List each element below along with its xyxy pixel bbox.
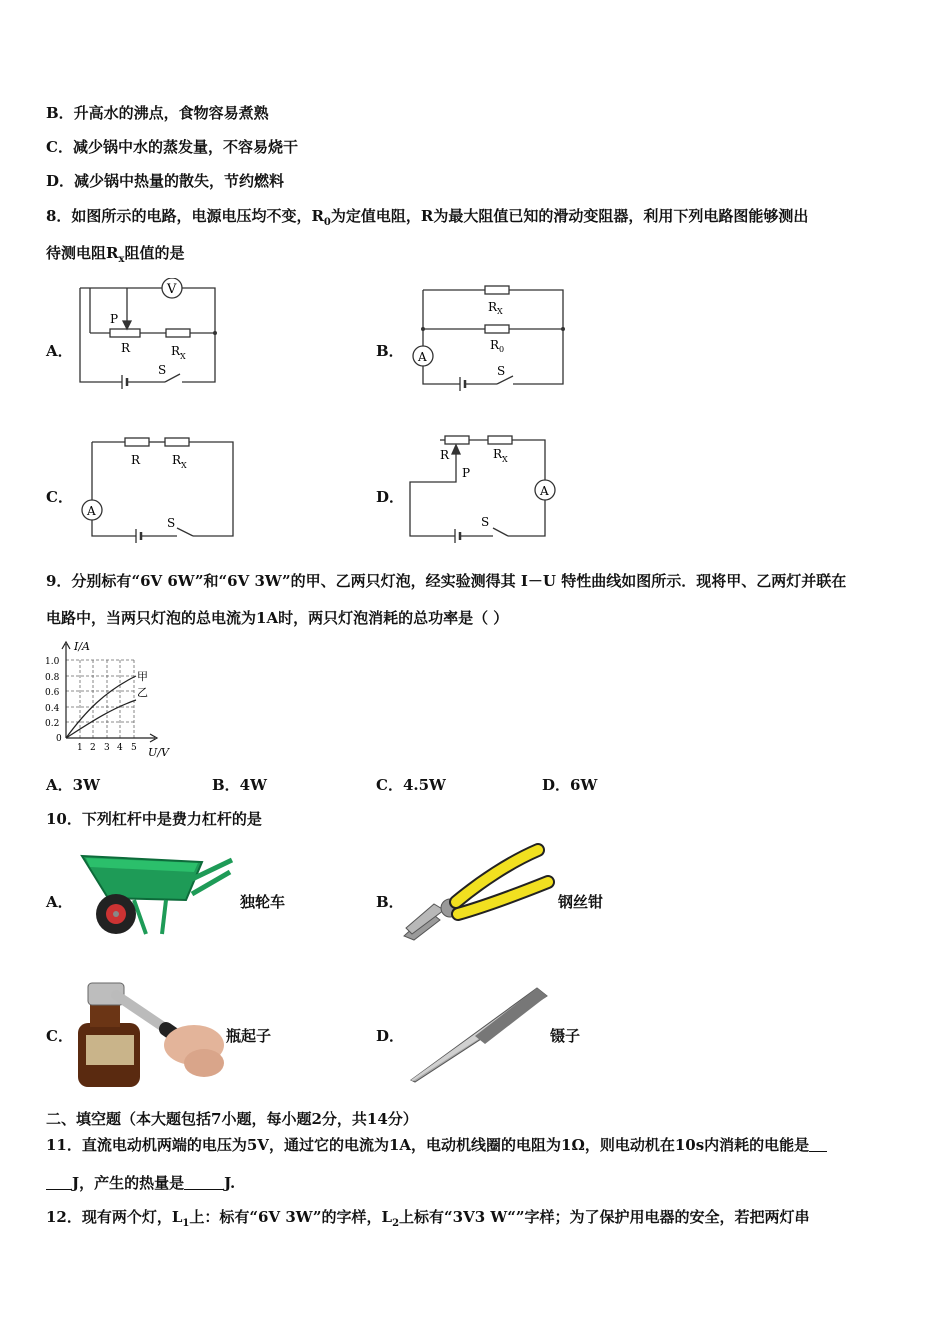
q7-option-d: D．减少锅中热量的散失，节约燃料 <box>46 172 285 190</box>
switch-s-label: S <box>167 516 176 530</box>
circuit-a-diagram <box>70 278 230 393</box>
switch-s-label: S <box>497 364 506 378</box>
q11-line2: J，产生的热量是 J. <box>46 1172 235 1193</box>
x-tick: 5 <box>131 743 137 753</box>
ammeter-symbol: A <box>87 504 96 518</box>
rx-subscript: X <box>502 455 508 464</box>
rx-label: R <box>171 344 181 358</box>
x-tick: 1 <box>77 743 83 753</box>
rx-label: R <box>493 447 503 461</box>
r0-label: R <box>490 338 500 352</box>
y-tick: 1.0 <box>45 657 60 667</box>
q8-stem-line2: 待测电阻$R_x$阻值的是 <box>46 244 185 265</box>
series-jia-label: 甲 <box>137 670 148 683</box>
q11-line1: 11．直流电动机两端的电压为5V，通过它的电流为1A，电动机线圈的电阻为1Ω，则电动机在10s内消耗的电能是 <box>46 1134 827 1155</box>
tweezers-image <box>405 982 550 1084</box>
q9-stem-line2: 电路中，当两只灯泡的总电流为1A时，两只灯泡消耗的总功率是（ ） <box>46 609 509 627</box>
r0-subscript: 0 <box>499 345 505 354</box>
rheostat-r-label: R <box>121 341 131 355</box>
q10-name-d: 镊子 <box>550 1027 581 1045</box>
rx-subscript: X <box>180 352 186 361</box>
q11-blank-2[interactable] <box>184 1175 224 1190</box>
wheelbarrow-image <box>74 842 234 942</box>
q8-label-c: C． <box>46 488 73 506</box>
iu-curve-graph <box>40 636 185 762</box>
q9-option-b: B．4W <box>212 776 267 794</box>
q10-label-c: C． <box>46 1027 73 1045</box>
q11-blank-1a[interactable] <box>809 1137 827 1152</box>
y-tick: 0.8 <box>45 673 60 683</box>
section-2-title: 二、填空题（本大题包括7小题，每小题2分，共14分） <box>46 1110 418 1128</box>
q9-option-a: A．3W <box>46 776 100 794</box>
circuit-c-diagram <box>75 432 240 547</box>
circuit-b-diagram <box>405 280 580 395</box>
x-axis-label: U/V <box>148 746 169 759</box>
rheostat-r-label: R <box>440 448 450 462</box>
q10-stem: 10．下列杠杆中是费力杠杆的是 <box>46 810 262 828</box>
q10-label-a: A． <box>46 893 73 911</box>
q8-stem-line1: 8．如图所示的电路，电源电压均不变，$R_0$为定值电阻，R为最大阻值已知的滑动变阻器，利用下列电路图能够测出 <box>46 207 809 228</box>
q8-label-a: A． <box>46 342 73 360</box>
q11-blank-1b[interactable] <box>46 1175 72 1190</box>
slider-p-label: P <box>110 312 119 326</box>
x-tick: 4 <box>117 743 123 753</box>
bottle-opener-image <box>76 975 224 1090</box>
q8-label-d: D． <box>376 488 405 506</box>
y-tick: 0.2 <box>45 719 60 729</box>
rx-label: R <box>488 300 498 314</box>
slider-p-label: P <box>462 466 471 480</box>
switch-s-label: S <box>158 363 167 377</box>
q9-option-d: D．6W <box>542 776 598 794</box>
rheostat-r-label: R <box>131 453 141 467</box>
voltmeter-symbol: V <box>167 282 177 297</box>
pliers-image <box>400 842 560 942</box>
curve-yi <box>66 700 136 738</box>
series-yi-label: 乙 <box>137 686 148 699</box>
q10-label-b: B． <box>376 893 404 911</box>
q8-label-b: B． <box>376 342 404 360</box>
ammeter-symbol: A <box>418 350 427 364</box>
q10-name-c: 瓶起子 <box>226 1027 272 1045</box>
y-axis-label: I/A <box>74 640 90 653</box>
q10-name-b: 钢丝钳 <box>558 893 604 911</box>
x-tick: 2 <box>90 743 96 753</box>
switch-s-label: S <box>481 515 490 529</box>
rx-label: R <box>172 453 182 467</box>
q7-option-c: C．减少锅中水的蒸发量，不容易烧干 <box>46 138 298 156</box>
q9-option-c: C．4.5W <box>376 776 446 794</box>
rx-subscript: X <box>181 461 187 470</box>
q7-option-b: B．升高水的沸点，食物容易煮熟 <box>46 104 269 122</box>
y-tick: 0 <box>56 734 62 744</box>
y-tick: 0.4 <box>45 704 60 714</box>
ammeter-symbol: A <box>540 484 549 498</box>
q12-line1: 12．现有两个灯，$L_1$上：标有“6V 3W”的字样，$L_2$上标有“3V3 W“”字样；为了保护用电器的安全，若把两灯串 <box>46 1208 810 1229</box>
y-tick: 0.6 <box>45 688 60 698</box>
q10-label-d: D． <box>376 1027 405 1045</box>
x-tick: 3 <box>104 743 110 753</box>
q9-stem-line1: 9．分别标有“6V 6W”和“6V 3W”的甲、乙两只灯泡，经实验测得其 I－U 特性曲线如图所示．现将甲、乙两灯并联在 <box>46 572 847 590</box>
q10-name-a: 独轮车 <box>240 893 286 911</box>
circuit-d-diagram <box>400 430 570 548</box>
rx-subscript: X <box>497 307 503 316</box>
